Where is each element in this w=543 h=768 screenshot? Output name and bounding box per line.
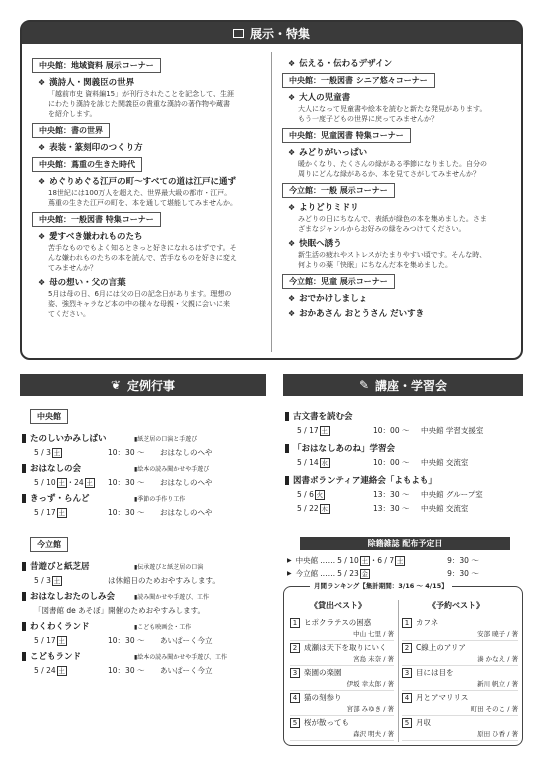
event-date-text: 5 / 17 [34,507,56,517]
weekday-box: 木 [321,504,328,513]
ranking-item [402,691,518,716]
diamond-icon: ❖ [288,238,296,248]
rank-number: 2 [402,643,412,653]
lecture-name: 図書ボランティア連絡会「よもよも」 [293,476,437,486]
exhibit-item [38,276,266,288]
event-note: ▮絵本の読み聞かせや手遊び、工作 [134,653,228,661]
exhibit-header [22,22,521,44]
ranking-item [402,641,518,666]
rank-number: 2 [290,643,300,653]
event-place: おはなしのへや [160,508,213,517]
rank-number: 4 [290,693,300,703]
rank-title: 目には目を [416,668,454,677]
weekday-box: 土 [53,576,61,585]
events-body [22,404,266,676]
event-date-text: 5 / 3 [34,575,51,585]
lecture-schedule-row [297,503,523,514]
event-name-row [22,462,266,474]
lecture-date-text: 5 / 14 [297,457,319,467]
exhibit-item-desc: てみませんか？ [48,264,97,272]
exhibit-item-desc: ざまなジャンルからお好みの緑をみつけてください。 [298,225,466,233]
exhibit-item-desc: を紹介します。 [48,110,97,118]
ranking-item [290,641,394,666]
magazine-date2: ・6 / 7 [369,556,395,565]
rank-number: 5 [290,718,300,728]
ranking-item [290,666,394,691]
rank-author: 新川 帆立 / 著 [477,680,518,688]
event-name-row [22,590,266,602]
event-date [34,666,108,676]
exhibit-item-desc: もう一度子どもの世界に戻ってみませんか？ [298,115,438,123]
exhibit-item-desc: 何よりの薬「快眠」にちなんだ本を集めました。 [298,261,452,269]
ranking-title: 月間ランキング【集計期間：3/16 〜 4/15】 [310,581,452,590]
event-date [34,636,108,646]
event-schedule-row [34,507,266,518]
events-title: 定例行事 [127,378,176,393]
lecture-place: 中央館 交流室 [421,504,469,513]
rank-number: 4 [402,693,412,703]
exhibit-item-title: 母の想い・父の言葉 [49,278,126,288]
event-note: ▮季節の手作り工作 [134,495,186,503]
diamond-icon: ❖ [288,147,296,157]
lecture-date [297,458,373,468]
exhibit-label: 中央館：一般図書 特集コーナー [32,212,161,227]
exhibit-item-desc: 新生活の疲れやストレスがたまりやすい頃です。そんな時、 [298,251,487,259]
exhibit-item-desc: てください。 [48,310,90,318]
rank-author: 安部 暁子 / 著 [477,630,518,638]
weekday-box: 金 [361,569,368,578]
ranking-divider [398,600,399,742]
exhibit-label: 中央館：書の世界 [32,123,110,138]
exhibit-item-desc: 「越前市史 資料編15」が刊行されたことを記念して、生涯 [48,90,234,98]
exhibit-left-column [32,54,266,319]
magazine-schedule [287,553,523,581]
exhibit-item [288,292,516,304]
exhibit-item [288,201,516,213]
magazine-date-text: 5 / 10 [337,556,359,565]
rank-number: 3 [290,668,300,678]
ranking-item [402,616,518,641]
lecture-time: 13：30 〜 [373,504,410,513]
rank-author: 湊 かなえ / 著 [477,655,518,663]
ranking-item [290,716,394,741]
exhibit-item-desc: にわたり漢詩を詠じた関義臣の貴重な漢詩の著作物や蔵書 [48,100,230,108]
exhibit-item-desc: 18世紀には100万人を超えた、世界最大級の都市・江戸。 [48,189,232,197]
lecture-date [297,504,373,514]
exhibit-item-title: 漢詩人・関義臣の世界 [49,78,135,88]
rank-author: 宮島 未奈 / 著 [353,655,394,663]
weekday-box: 土 [58,636,65,645]
exhibit-item-title: おでかけしましょ [299,294,368,304]
exhibit-item-desc: 5月は母の日、6月には父の日の記念日があります。理想の [48,290,232,298]
magazine-place: 今立館 [295,569,319,578]
event-schedule-row [34,665,266,676]
event-time: 10：30 〜 [108,636,145,645]
event-bar [22,652,26,661]
event-name: 昔遊びと紙芝居 [30,562,90,572]
event-name: わくわくランド [30,622,90,632]
ranking-item [290,616,394,641]
rank-title: ヒポクラテスの困惑 [304,618,372,627]
lend-title: 《貸出ベスト》 [310,601,366,610]
exhibit-item-title: めぐりめぐる江戸の町〜すべての道は江戸に通ず [49,177,237,187]
rank-number: 5 [402,718,412,728]
exhibit-item-desc: みどりの日にちなんで、表紙が緑色の本を集めました。さま [298,215,487,223]
event-bar [22,622,26,631]
diamond-icon: ❖ [288,293,296,303]
event-bar [22,494,26,503]
magazine-row [287,555,523,566]
exhibit-item-title: 表装・篆刻印のつくり方 [49,143,143,153]
event-note: ▮読み聞かせや手遊び、工作 [134,593,210,601]
event-date-text: 5 / 10 [34,478,56,487]
events-header [20,374,266,396]
lecture-name-row [285,442,523,454]
rank-title: 楽園の楽園 [304,668,342,677]
exhibit-item-title: みどりがいっぱい [299,148,368,158]
weekday-box: 火 [316,490,324,499]
lecture-date [297,490,373,500]
event-date [34,448,108,458]
exhibit-item [288,57,516,69]
exhibit-item-desc: んな嫌われものたちの本を読んで、苦手なものを好きに変え [48,254,237,262]
rank-number: 1 [290,618,300,628]
event-bar [22,562,26,571]
exhibit-item [38,76,266,88]
exhibit-item [288,237,516,249]
event-schedule-row [34,447,266,458]
lecture-place: 中央館 交流室 [421,458,469,467]
event-name-row [22,560,266,572]
diamond-icon: ❖ [288,92,296,102]
exhibit-item-desc: 暖かくなり、たくさんの緑がある季節になりました。自分の [298,160,487,168]
event-time: 10：30 〜 [108,478,145,487]
lectures-header [283,374,523,396]
weekday-box: 土 [86,479,93,487]
event-date-text: 5 / 3 [34,447,51,457]
magazine-date-text: 5 / 23 [337,568,359,578]
exhibit-title: 展示・特集 [249,26,310,41]
lecture-date-text: 5 / 6 [297,489,314,499]
lecture-date [297,426,373,436]
weekday-box: 土 [361,557,368,565]
arrow-icon: ▶ [287,570,292,577]
exhibit-item [38,141,266,153]
lecture-place: 中央館 学習支援室 [421,426,484,435]
lecture-schedule-row [297,457,523,468]
rank-author: 町田 そのこ / 著 [470,705,518,713]
weekday-box: 土 [53,448,61,457]
exhibit-item-title: 大人の児童書 [299,93,351,103]
event-note: ▮こども映画会・工作 [134,623,192,631]
event-place: おはなしのへや [160,448,213,457]
weekday-box: 土 [58,508,65,517]
event-date-text: 5 / 24 [34,665,56,675]
exhibit-item-title: よりどりミドリ [299,203,359,213]
picture-icon [233,29,244,38]
ranking-item [402,666,518,691]
lecture-place: 中央館 グループ室 [421,490,483,499]
event-schedule-row [34,605,266,616]
sprout-icon: ❦ [110,378,122,392]
weekday-box: 土 [396,557,404,565]
lecture-name-row [285,410,523,422]
req-ranking-list [402,616,518,741]
event-date [34,576,108,586]
diamond-icon: ❖ [38,176,46,186]
exhibit-divider [271,52,272,352]
event-schedule-row [34,477,266,488]
rank-author: 原田 ひ香 / 著 [477,730,518,738]
lectures-body [285,404,523,514]
lecture-date-text: 5 / 17 [297,425,319,435]
event-date-text: 5 / 17 [34,635,56,645]
event-note: ▮伝承遊びと紙芝居の口演 [134,563,204,571]
exhibit-label: 今立館：児童 展示コーナー [282,274,395,289]
lecture-date-text: 5 / 22 [297,503,319,513]
lecture-bar [285,444,289,453]
diamond-icon: ❖ [288,308,296,318]
event-name: おはなしおたのしみ会 [30,592,116,602]
lecture-name: 古文書を読む会 [293,412,353,422]
rank-title: 月とアマリリス [416,693,469,702]
event-bar [22,464,26,473]
lecture-schedule-row [297,425,523,436]
event-place: あいぱーく今立 [160,636,213,645]
weekday-box: 土 [58,666,65,675]
exhibit-item-title: おかあさん おとうさん だいすき [299,309,425,319]
event-name-row [22,650,266,662]
lecture-bar [285,412,289,421]
rank-title: 成瀬は天下を取りにいく [304,643,387,652]
magazine-time: 9：30 〜 [447,569,479,578]
event-text: は休館日のためおやすみします。 [108,576,220,585]
exhibit-label: 中央館：児童図書 特集コーナー [282,128,411,143]
req-title: 《予約ベスト》 [428,601,484,610]
event-name: たのしいかみしばい [30,434,107,444]
diamond-icon: ❖ [38,142,46,152]
exhibit-item-desc: 大人になって児童書や絵本を読むと新たな発見があります。 [298,105,487,113]
event-time: 10：30 〜 [108,666,145,675]
event-time: 10：30 〜 [108,508,145,517]
lecture-schedule-row [297,489,523,500]
lecture-time: 13：30 〜 [373,490,410,499]
event-place: あいぱーく今立 [160,666,213,675]
exhibit-item-desc: 姿、強烈キャラなど本の中の様々な母親・父親に会いに来 [48,300,230,308]
magazine-dots: …… [320,556,336,565]
diamond-icon: ❖ [288,202,296,212]
rank-title: 桜が散っても [304,718,349,727]
lend-ranking-list [290,616,394,741]
weekday-box: 土 [321,426,328,435]
event-schedule-row [34,575,266,586]
event-text: 「図書館 de あそぼ」開催のためおやすみします。 [34,606,206,615]
magazine-date [337,555,433,566]
lecture-bar [285,476,289,485]
lecture-time: 10：00 〜 [373,458,410,467]
magazine-dots: …… [320,569,336,578]
rank-number: 3 [402,668,412,678]
event-schedule-row [34,635,266,646]
exhibit-item-title: 快眠へ誘う [299,239,342,249]
rank-author: 宮部 みゆき / 著 [346,705,394,713]
venue-label: 中央館 [30,409,68,424]
lectures-title: 講座・学習会 [375,378,448,393]
diamond-icon: ❖ [38,77,46,87]
lecture-time: 10：00 〜 [373,426,410,435]
magazine-place: 中央館 [295,556,319,565]
event-name: こどもランド [30,652,82,662]
exhibit-item-desc: 蔦重の生きた江戸の町を、本を通して堪能してみませんか。 [48,199,237,207]
exhibit-item [38,175,266,187]
event-name: きっず・らんど [30,494,90,504]
lecture-name: 「おはなしあのね」学習会 [293,444,396,454]
event-date [34,477,108,488]
rank-author: 伊坂 幸太郎 / 著 [346,680,394,688]
event-time: 10：30 〜 [108,448,145,457]
exhibit-label: 中央館：地域資料 展示コーナー [32,58,161,73]
event-name-row [22,620,266,632]
event-name: おはなしの会 [30,464,82,474]
exhibit-label: 今立館：一般 展示コーナー [282,183,395,198]
diamond-icon: ❖ [288,58,296,68]
diamond-icon: ❖ [38,277,46,287]
exhibit-item [288,91,516,103]
event-name-row [22,492,266,504]
exhibit-label: 中央館：蔦重の生きた時代 [32,157,142,172]
exhibit-item-title: 伝える・伝わるデザイン [299,59,393,69]
exhibit-item [38,230,266,242]
event-note: ▮紙芝居の口演と手遊び [134,435,198,443]
spacer [22,518,266,532]
exhibit-item [288,307,516,319]
exhibit-item-desc: 周りにどんな緑があるか、本を見てさがしてみませんか？ [298,170,480,178]
lecture-name-row [285,474,523,486]
weekday-box: 水 [321,458,328,467]
rank-number: 1 [402,618,412,628]
event-place: おはなしのへや [160,478,213,487]
event-bar [22,592,26,601]
exhibit-item [288,146,516,158]
magazine-date [337,569,433,579]
rank-author: 中山 七里 / 著 [353,630,394,638]
rank-author: 森沢 明夫 / 著 [353,730,394,738]
weekday-box: 土 [58,479,65,487]
rank-title: C線上のアリア [416,643,466,652]
event-name-row [22,432,266,444]
diamond-icon: ❖ [38,231,46,241]
rank-title: 月収 [416,718,431,727]
exhibit-item-desc: 苦手なものでもよく知るときっと好きになれるはずです。そ [48,244,237,252]
magazine-row [287,568,523,579]
rank-title: 猫の刻参り [304,693,342,702]
event-bar [22,434,26,443]
rank-title: カフネ [416,618,439,627]
ranking-item [290,691,394,716]
ranking-item [402,716,518,741]
exhibit-label: 中央館：一般図書 シニア悠々コーナー [282,73,435,88]
exhibit-right-column [282,54,516,320]
magazine-time: 9：30 〜 [447,556,479,565]
exhibit-item-title: 愛すべき嫌われものたち [49,232,143,242]
magazine-title-bar: 除籍雑誌 配布予定日 [300,537,510,550]
event-note: ▮絵本の読み聞かせや手遊び [134,465,210,473]
venue-label: 今立館 [30,537,68,552]
event-date2: ・24 [66,478,84,487]
event-date [34,508,108,518]
arrow-icon: ▶ [287,557,292,564]
pen-icon: ✎ [358,378,370,392]
